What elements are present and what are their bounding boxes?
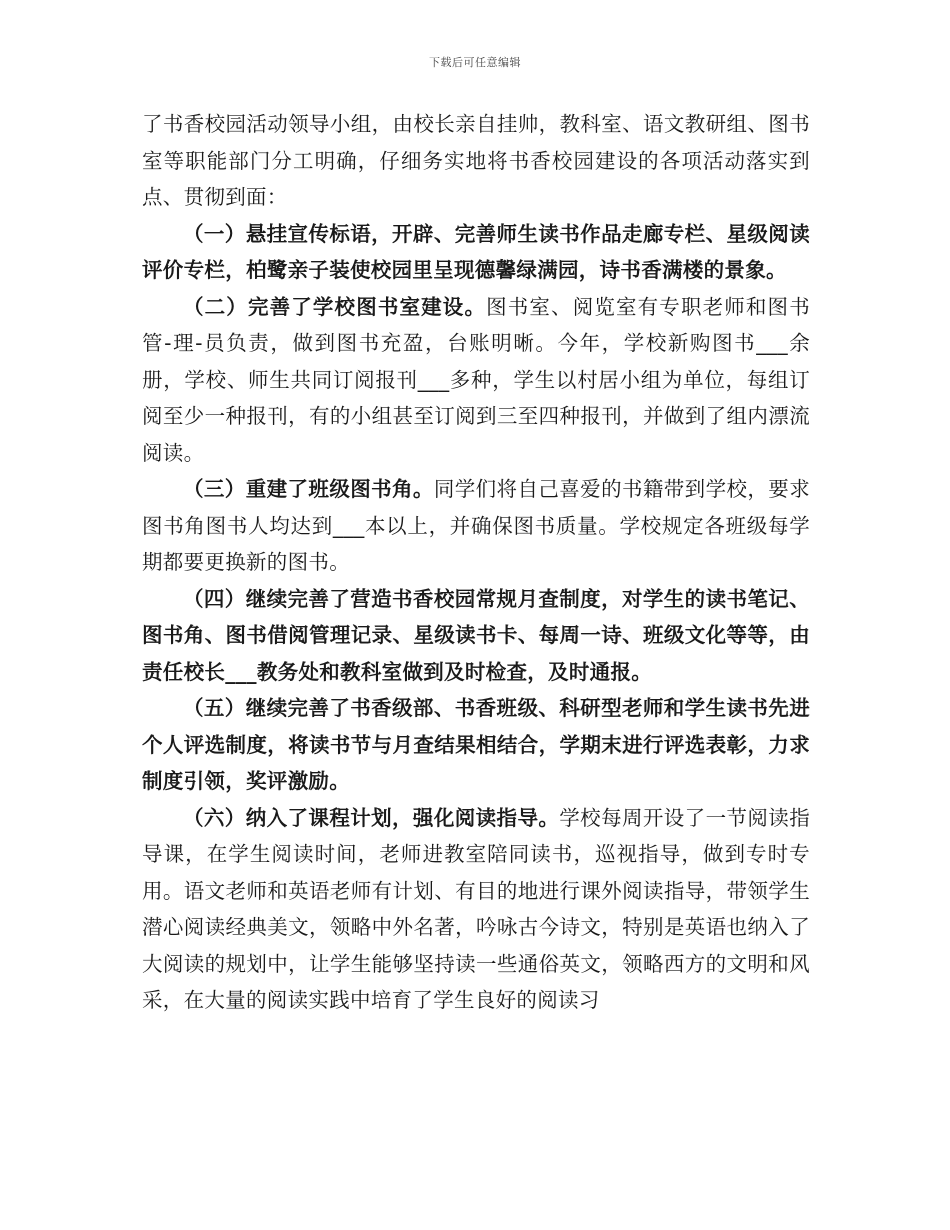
paragraph-lead: （二）完善了学校图书室建设。 [183, 294, 487, 319]
paragraph-text: 了书香校园活动领导小组，由校长亲自挂帅，教科室、语文教研组、图书室等职能部门分工明确，仔细务实地将书香校园建设的各项活动落实到点、贯彻到面： [142, 112, 810, 209]
paragraph-item-4 [142, 581, 810, 691]
paragraph-item-1 [142, 216, 810, 289]
paragraph-text: 图书室、阅览室有专职老师和图书管-理-员负责，做到图书充盈，台账明晰。今年，学校新购图书___余册，学校、师生共同订阅报刊___多种，学生以村居小组为单位，每组订阅至少一种报刊，有的小组甚至订阅到三至四种报刊，并做到了组内漂流阅读。 [142, 294, 811, 465]
paragraph-lead: （一）悬挂宣传标语，开辟、完善师生读书作品走廊专栏、星级阅读评价专栏，柏鹭亲子装使校园里呈现德馨绿满园，诗书香满楼的景象。 [142, 221, 810, 282]
paragraph-lead: （四）继续完善了营造书香校园常规月查制度，对学生的读书笔记、图书角、图书借阅管理记录、星级读书卡、每周一诗、班级文化等等，由责任校长___教务处和教科室做到及时检查，及时通报。 [142, 586, 810, 684]
paragraph-text: 学校每周开设了一节阅读指导课，在学生阅读时间，老师进教室陪同读书，巡视指导，做到专时专用。语文老师和英语老师有计划、有目的地进行课外阅读指导，带领学生潜心阅读经典美文，领略中外名著，吟咏古今诗文，特别是英语也纳入了大阅读的规划中，让学生能够坚持读一些通俗英文，领略西方的文明和风采，在大量的阅读实践中培育了学生良好的阅读习 [142, 805, 810, 1012]
paragraph-lead: （六）纳入了课程计划，强化阅读指导。 [183, 805, 560, 830]
paragraph-text: 同学们将自己喜爱的书籍带到学校，要求图书角图书人均达到___本以上，并确保图书质量。学校规定各班级每学期都要更换新的图书。 [142, 477, 810, 574]
paragraph-item-6 [142, 800, 810, 1019]
paragraph-lead: （五）继续完善了书香级部、书香班级、科研型老师和学生读书先进个人评选制度，将读书节与月查结果相结合，学期末进行评选表彰，力求制度引领，奖评激励。 [142, 696, 810, 793]
paragraph-lead: （三）重建了班级图书角。 [183, 477, 434, 501]
paragraph-intro [142, 106, 810, 216]
paragraph-item-5 [142, 690, 810, 800]
document-body [142, 106, 810, 1019]
paragraph-item-2 [142, 289, 810, 472]
paragraph-item-3 [142, 471, 810, 581]
page-header: 下载后可任意编辑 [429, 56, 521, 69]
